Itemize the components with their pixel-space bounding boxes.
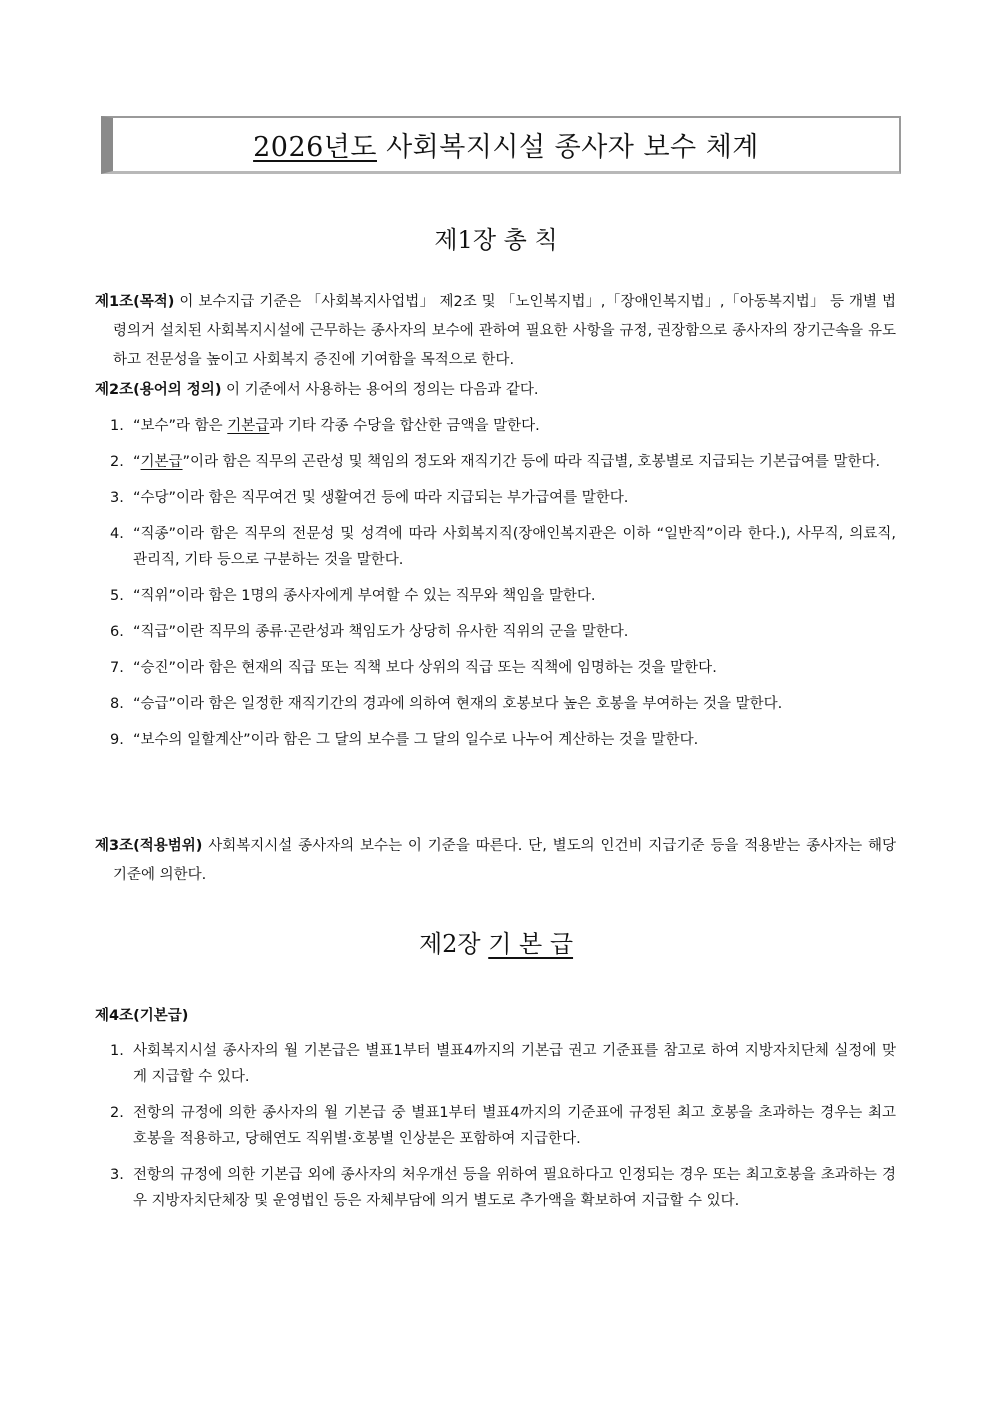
article-4-list [110,1038,896,1214]
document-title [253,125,759,164]
article-2-body: 이 기준에서 사용하는 용어의 정의는 다음과 같다. [221,382,539,398]
article-4-item-3: 3. 전항의 규정에 의한 기본급 외에 종사자의 처우개선 등을 위하여 필요하다고 인정되는 경우 또는 최고호봉을 초과하는 경우 지방자치단체장 및 운영법인 등은 자체부담에 의거 별도로 추가액을 확보하여 지급할 수 있다. [110,1167,896,1209]
article-3 [95,832,896,890]
article-3-body: 사회복지시설 종사자의 보수는 이 기준을 따른다. 단, 별도의 인건비 지급기준 등을 적용받는 종사자는 해당 기준에 의한다. [113,838,896,883]
definition-item-8: 8. “승급”이라 함은 일정한 재직기간의 경과에 의하여 현재의 호봉보다 높은 호봉을 부여하는 것을 말한다. [110,696,783,712]
article-4-item-1: 1. 사회복지시설 종사자의 월 기본급은 별표1부터 별표4까지의 기본급 권고 기준표를 참고로 하여 지방자치단체 실정에 맞게 지급할 수 있다. [110,1043,896,1085]
chapter-2-heading [0,924,992,959]
article-1-head: 제1조(목적) [95,294,175,310]
definition-item-1: 1. “보수”라 함은 기본급과 기타 각종 수당을 합산한 금액을 말한다. [110,418,540,434]
article-3-head: 제3조(적용범위) [95,838,203,854]
article-4-item-2: 2. 전항의 규정에 의한 종사자의 월 기본급 중 별표1부터 별표4까지의 기준표에 규정된 최고 호봉을 초과하는 경우는 최고 호봉을 적용하고, 당해연도 직위별·호봉별 인상분은 포함하여 지급한다. [110,1105,896,1147]
article-2-definitions-list [110,413,896,753]
article-4-head: 제4조(기본급) [95,1008,189,1024]
title-rest: 사회복지시설 종사자 보수 체계 [376,132,759,163]
definition-item-9: 9. “보수의 일할계산”이라 함은 그 달의 보수를 그 달의 일수로 나누어 계산하는 것을 말한다. [110,732,699,748]
chapter-1-heading: 제1장 총 칙 [434,226,558,254]
definition-item-6: 6. “직급”이란 직무의 종류·곤란성과 책임도가 상당히 유사한 직위의 군을 말한다. [110,624,629,640]
article-2-head: 제2조(용어의 정의) [95,382,222,398]
definition-item-3: 3. “수당”이라 함은 직무여건 및 생활여건 등에 따라 지급되는 부가급여를 말한다. [110,490,629,506]
definition-item-5: 5. “직위”이라 함은 1명의 종사자에게 부여할 수 있는 직무와 책임을 말한다. [110,588,596,604]
article-1-body: 이 보수지급 기준은 「사회복지사업법」 제2조 및 「노인복지법」,「장애인복지법」,「아동복지법」 등 개별 법령의거 설치된 사회복지시설에 근무하는 종사자의 보수에 관하여 필요한 사항을 규정, 권장함으로 종사자의 장기근속을 유도하고 전문성을 높이고 사회복지 증진에 기여함을 목적으로 한다. [113,294,896,368]
definition-item-7: 7. “승진”이라 함은 현재의 직급 또는 직책 보다 상위의 직급 또는 직책에 임명하는 것을 말한다. [110,660,717,676]
article-1 [95,288,896,375]
chapter-2-title: 기 본 급 [488,930,574,958]
definition-item-4: 4. “직종”이라 함은 직무의 전문성 및 성격에 따라 사회복지직(장애인복지관은 이하 “일반직”이라 한다.), 사무직, 의료직, 관리직, 기타 등으로 구분하는 것을 말한다. [110,526,896,568]
title-year: 2026년도 [253,132,377,163]
definition-item-2: 2. “기본급”이라 함은 직무의 곤란성 및 책임의 정도와 재직기간 등에 따라 직급별, 호봉별로 지급되는 기본급여를 말한다. [110,454,881,470]
document-title-box [101,116,901,174]
article-2 [95,376,896,405]
chapter-2-prefix: 제2장 [418,930,489,958]
